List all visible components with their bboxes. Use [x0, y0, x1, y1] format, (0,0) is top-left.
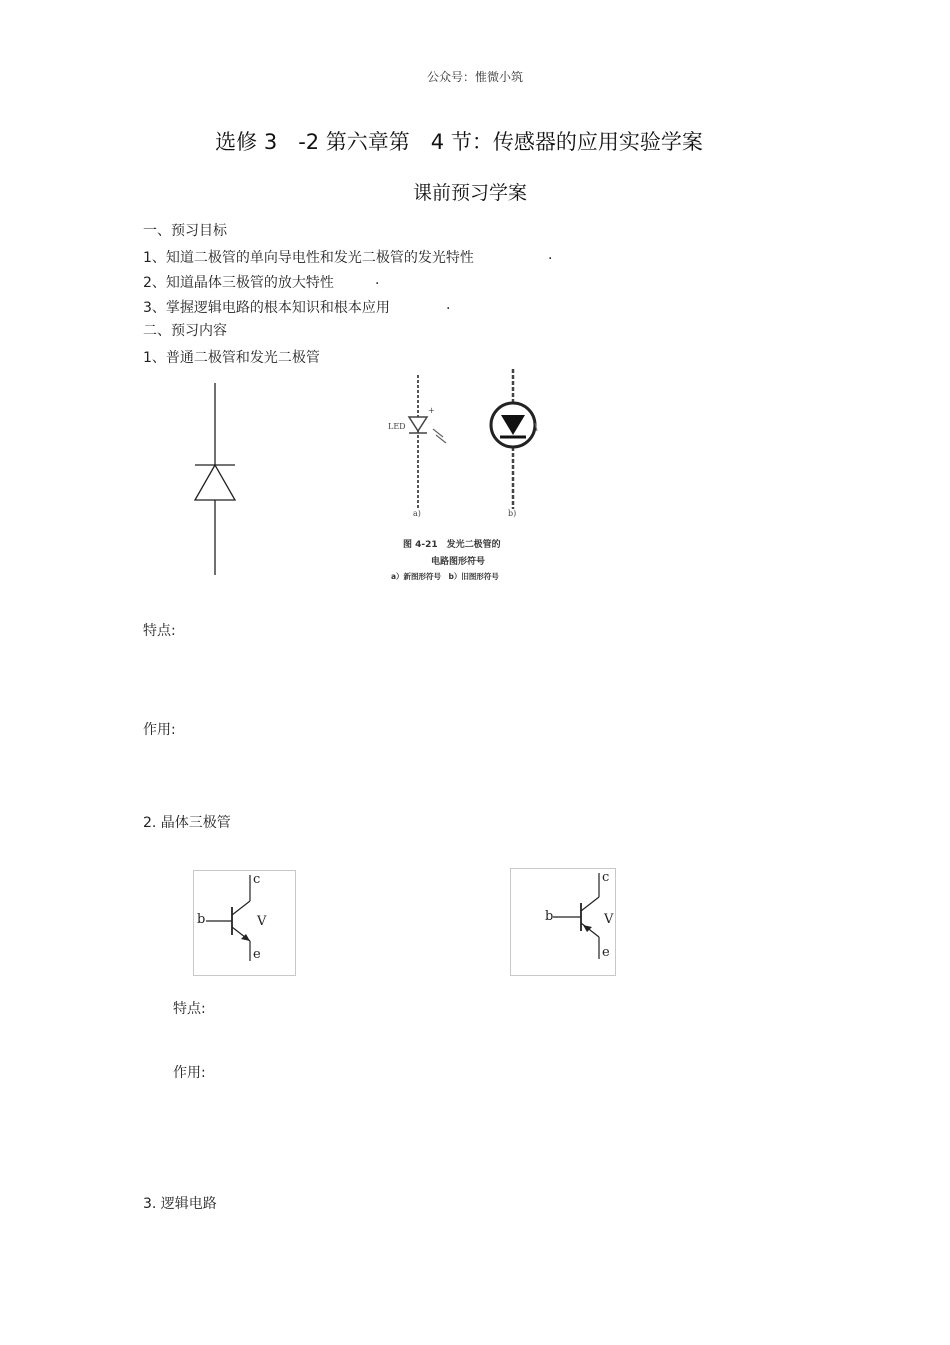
transistor2-b: b	[545, 909, 554, 924]
led-caption-1: 图 4-21 发光二极管的	[403, 540, 501, 550]
led-figure	[383, 365, 538, 590]
goal-3-period: .	[446, 297, 451, 313]
content-heading: 二、预习内容	[143, 323, 227, 339]
transistor2-v: V	[604, 912, 614, 927]
goal-1: 1、知道二极管的单向导电性和发光二极管的发光特性	[143, 250, 474, 266]
goal-2-period: .	[375, 272, 380, 288]
goal-1-period: .	[548, 247, 553, 263]
led-caption-3: a）新图形符号 b）旧图形符号	[391, 572, 499, 581]
diode-symbol-icon	[188, 383, 244, 577]
transistor1-e: e	[253, 947, 261, 962]
transistor1-b: b	[197, 912, 206, 927]
goal-2: 2、知道晶体三极管的放大特性	[143, 275, 334, 291]
use-2-label: 作用:	[173, 1065, 206, 1081]
transistor2-c: c	[602, 870, 610, 885]
svg-text:+: +	[428, 406, 435, 415]
features-2-label: 特点:	[173, 1001, 206, 1017]
goal-3: 3、掌握逻辑电路的根本知识和根本应用	[143, 300, 390, 316]
features-1-label: 特点:	[143, 623, 176, 639]
item-1-heading: 1、普通二极管和发光二极管	[143, 350, 320, 366]
led-caption-2: 电路图形符号	[431, 557, 486, 567]
label-a: a)	[413, 509, 421, 518]
npn-transistor-icon	[194, 871, 295, 975]
transistor2-e: e	[602, 945, 610, 960]
goals-heading: 一、预习目标	[143, 223, 227, 239]
pnp-transistor-box	[510, 868, 616, 976]
page-title: 选修 3 -2 第六章第 4 节：传感器的应用实验学案	[215, 130, 703, 154]
transistor1-c: c	[253, 872, 261, 887]
transistor1-v: V	[257, 914, 267, 929]
pnp-transistor-icon	[511, 869, 615, 975]
label-b: b)	[508, 509, 517, 518]
page-subtitle: 课前预习学案	[412, 182, 527, 204]
header-note: 公众号：惟微小筑	[426, 70, 523, 84]
item-3-heading: 3. 逻辑电路	[143, 1196, 217, 1212]
use-1-label: 作用:	[143, 722, 176, 738]
led-label: LED	[388, 422, 406, 431]
npn-transistor-box	[193, 870, 296, 976]
item-2-heading: 2. 晶体三极管	[143, 815, 231, 831]
